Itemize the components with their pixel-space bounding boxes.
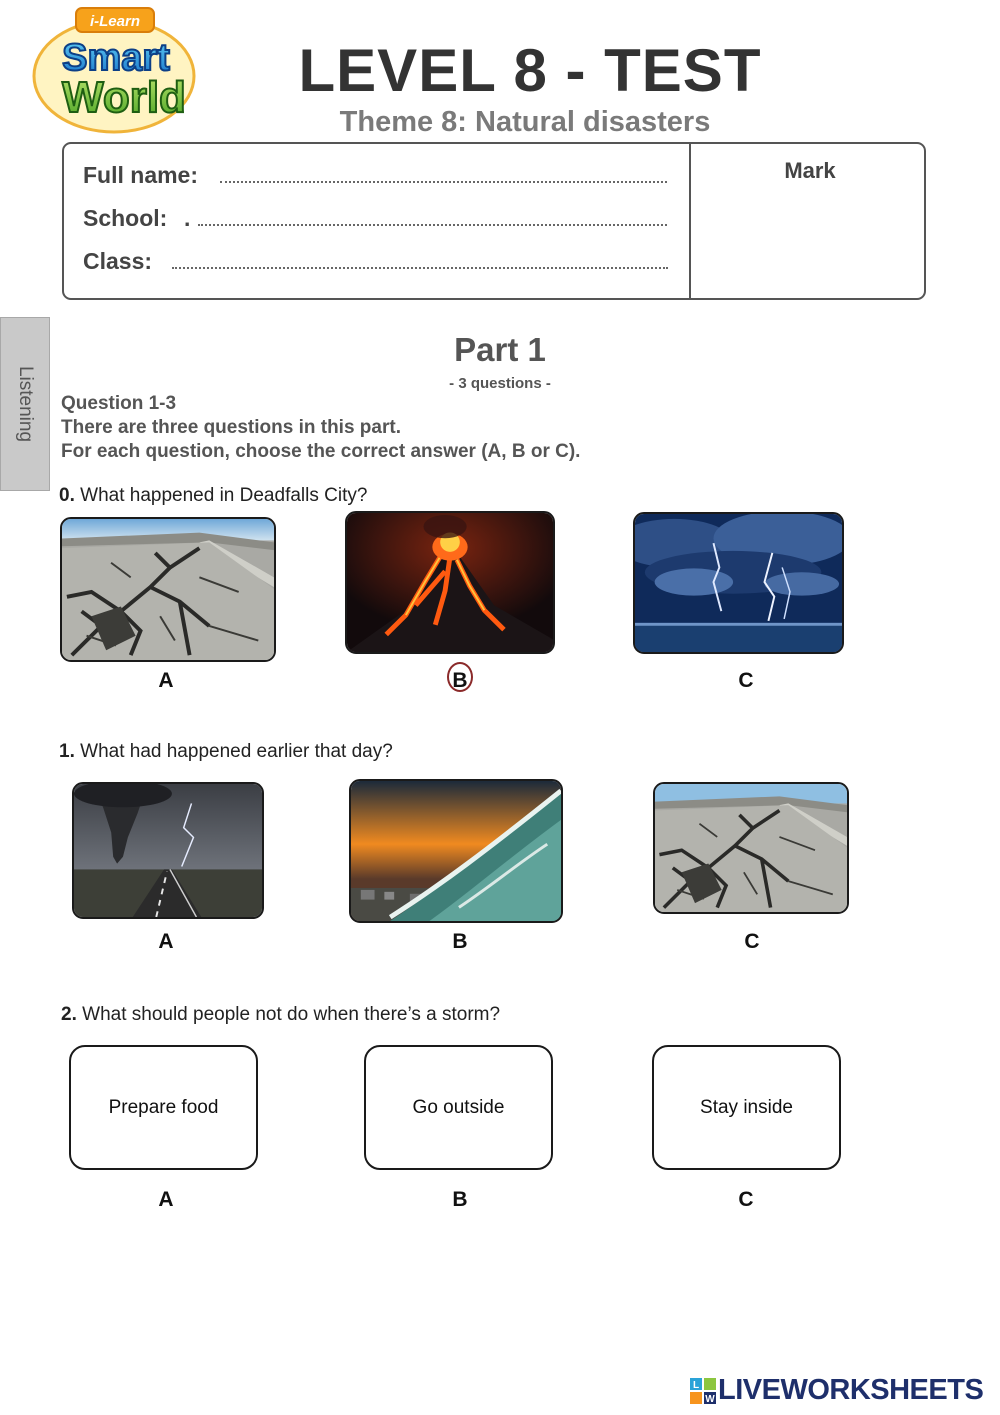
q1-option-b-image[interactable] xyxy=(349,779,563,923)
q2-option-a-box[interactable] xyxy=(69,1045,258,1170)
logo-icon-letter: L xyxy=(692,1380,700,1391)
q1-option-c-image[interactable] xyxy=(653,782,849,914)
q2-option-b-box[interactable] xyxy=(364,1045,553,1170)
q0-option-c-image[interactable] xyxy=(633,512,844,654)
instruction-line: For each question, choose the correct answer (A, B or C). xyxy=(61,441,581,462)
part-subtitle: - 3 questions - xyxy=(449,375,551,392)
q2-option-b-text: Go outside xyxy=(412,1096,505,1118)
class-field[interactable] xyxy=(172,267,668,269)
question-number: 1. xyxy=(59,741,75,762)
full-name-label: Full name: xyxy=(83,162,199,188)
school-field[interactable] xyxy=(198,224,667,226)
liveworksheets-footer xyxy=(690,1374,990,1408)
instruction-line: There are three questions in this part. xyxy=(61,417,401,438)
part-title: Part 1 xyxy=(454,331,546,368)
logo-top-text: i-Learn xyxy=(89,13,141,30)
q2-option-a-text: Prepare food xyxy=(108,1096,219,1118)
q1-option-a-image[interactable] xyxy=(72,782,264,919)
question-1 xyxy=(59,741,393,763)
q1-option-b-letter[interactable]: B xyxy=(452,930,468,953)
class-label: Class: xyxy=(83,248,153,274)
q0-option-a-image[interactable] xyxy=(60,517,276,662)
school-label: School: xyxy=(83,205,168,231)
footer-brand: LIVEWORKSHEETS xyxy=(718,1374,984,1406)
info-box-divider xyxy=(689,142,691,300)
question-number: 2. xyxy=(61,1004,77,1025)
instruction-line: Question 1-3 xyxy=(61,393,177,414)
logo-icon-letter: W xyxy=(705,1394,715,1404)
logo-line1: Smart xyxy=(62,37,170,79)
question-0 xyxy=(59,485,367,507)
question-number: 0. xyxy=(59,485,75,506)
q2-option-c-box[interactable] xyxy=(652,1045,841,1170)
liveworksheets-logo-icon xyxy=(690,1378,716,1404)
q2-option-c-text: Stay inside xyxy=(700,1096,793,1118)
q1-option-a-letter[interactable]: A xyxy=(158,930,174,953)
smart-world-logo xyxy=(28,4,200,138)
page-subtitle: Theme 8: Natural disasters xyxy=(339,106,711,138)
question-text: What had happened earlier that day? xyxy=(80,741,393,762)
mark-label: Mark xyxy=(784,158,836,183)
q0-option-c-letter[interactable]: C xyxy=(738,669,754,692)
school-prefix: . xyxy=(184,205,191,231)
question-text: What happened in Deadfalls City? xyxy=(80,485,368,506)
q2-option-c-letter[interactable]: C xyxy=(738,1188,754,1211)
q2-option-a-letter[interactable]: A xyxy=(158,1188,174,1211)
q2-option-b-letter[interactable]: B xyxy=(452,1188,468,1211)
page-title: LEVEL 8 - TEST xyxy=(298,37,762,104)
q0-option-b-letter[interactable]: B xyxy=(452,669,468,692)
q0-option-a-letter[interactable]: A xyxy=(158,669,174,692)
question-2 xyxy=(61,1004,500,1026)
listening-side-tab xyxy=(0,317,50,491)
question-text: What should people not do when there’s a storm? xyxy=(82,1004,501,1025)
side-tab-label: Listening xyxy=(15,365,36,443)
full-name-field[interactable] xyxy=(220,181,667,183)
q0-option-b-image[interactable] xyxy=(345,511,555,654)
logo-line2: World xyxy=(62,73,186,122)
q1-option-c-letter[interactable]: C xyxy=(744,930,760,953)
